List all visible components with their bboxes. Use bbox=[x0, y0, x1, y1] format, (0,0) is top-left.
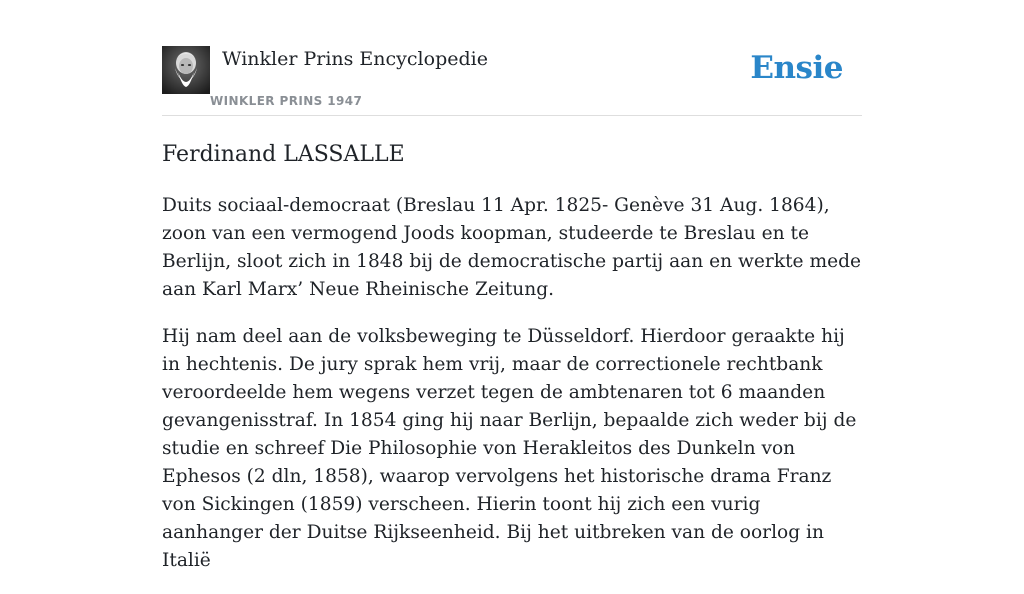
edition-label[interactable]: WINKLER PRINS 1947 bbox=[210, 94, 363, 108]
article-paragraph: Duits sociaal-democraat (Breslau 11 Apr. 1825- Genève 31 Aug. 1864), zoon van een vermogend Joods koopman, studeerde te Breslau en te Berlijn, sloot zich in 1848 bij de democratische partij aan en werkte mede aan Karl Marx’ Neue Rheinische Zeitung. bbox=[162, 195, 862, 300]
ensie-logo[interactable]: Ensie bbox=[750, 50, 843, 86]
site-title[interactable]: Winkler Prins Encyclopedie bbox=[222, 48, 488, 70]
article-title: Ferdinand LASSALLE bbox=[162, 142, 405, 167]
article-body bbox=[162, 192, 862, 594]
header-divider bbox=[162, 115, 862, 116]
article-paragraph: Hij nam deel aan de volksbeweging te Düsseldorf. Hierdoor geraakte hij in hechtenis. De jury sprak hem vrij, maar de correctionele rechtbank veroordeelde hem wegens verzet tegen de ambtenaren tot 6 maanden gevangenisstraf. In 1854 ging hij naar Berlijn, bepaalde zich weder bij de studie en schreef Die Philosophie von Herakleitos des Dunkeln von Ephesos (2 dln, 1858), waarop vervolgens het historische drama Franz von Sickingen (1859) verscheen. Hierin toont hij zich een vurig aanhanger der Duitse Rijkseenheid. Bij het uitbreken van de oorlog in Italië bbox=[162, 326, 857, 571]
bearded-man-portrait-icon bbox=[162, 46, 210, 94]
avatar[interactable] bbox=[162, 46, 210, 94]
site-header bbox=[162, 46, 862, 116]
